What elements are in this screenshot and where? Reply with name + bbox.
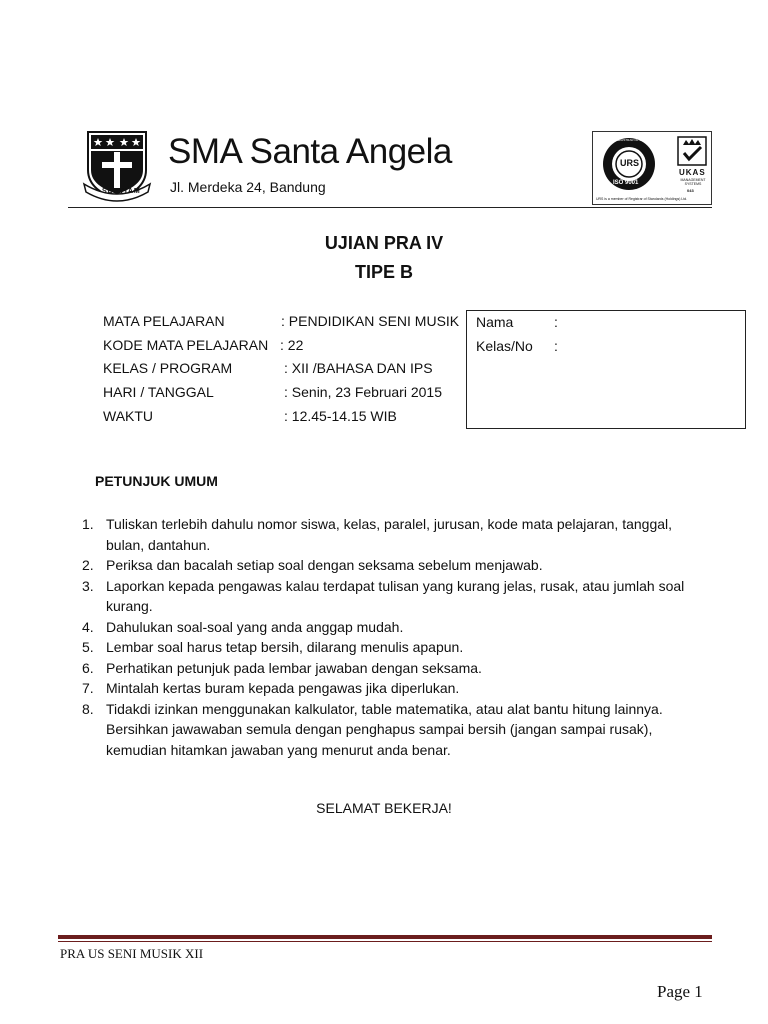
closing-message: SELAMAT BEKERJA! (316, 800, 452, 816)
school-name: SMA Santa Angela (168, 132, 452, 171)
list-item (82, 617, 702, 638)
info-value: : Senin, 23 Februari 2015 (284, 384, 442, 400)
instructions-list (82, 514, 702, 760)
list-number: 5. (82, 639, 94, 655)
list-item (82, 658, 702, 679)
list-item (82, 637, 702, 658)
seal-iso-text: ISO 9001 (613, 180, 639, 186)
list-number: 8. (82, 700, 94, 717)
ukas-sub: MANAGEMENT SYSTEMS (680, 178, 706, 186)
school-crest-logo (82, 130, 152, 204)
info-value: : PENDIDIKAN SENI MUSIK (281, 313, 460, 329)
list-number: 1. (82, 516, 94, 532)
ukas-number: 043 (687, 188, 694, 193)
list-number: 7. (82, 680, 94, 696)
info-label: MATA PELAJARAN (103, 313, 225, 329)
exam-type: TIPE B (354, 262, 413, 282)
list-item (82, 514, 702, 555)
exam-title: UJIAN PRA IV (324, 233, 444, 253)
student-identity-box[interactable] (466, 310, 746, 429)
list-item (82, 678, 702, 699)
list-number: 3. (82, 577, 94, 594)
list-text: Lembar soal harus tetap bersih, dilarang menulis apapun. (106, 639, 464, 655)
instructions-heading: PETUNJUK UMUM (95, 473, 218, 489)
info-label: KODE MATA PELAJARAN (103, 337, 269, 353)
name-label: Nama (476, 314, 514, 330)
list-text: Laporkan kepada pengawas kalau terdapat tulisan yang kurang jelas, rusak, atau jumlah soal kurang. (106, 577, 685, 614)
list-text: Tidakdi izinkan menggunakan kalkulator, table matematika, atau alat bantu hitung lainnya. Bersihkan jawawaban semula dengan penghapus sampai bersih (jangan sampai rusak), kemudian hitamkan jawaban yang menurut anda benar. (106, 700, 663, 758)
school-address: Jl. Merdeka 24, Bandung (170, 179, 326, 195)
list-text: Periksa dan bacalah setiap soal dengan seksama sebelum menjawab. (106, 557, 543, 573)
info-label: WAKTU (103, 408, 154, 424)
info-value: : 12.45-14.15 WIB (284, 408, 397, 424)
certification-logos (592, 131, 712, 205)
header-divider (68, 207, 712, 208)
page-number: Page 1 (657, 982, 703, 1001)
list-text: Tuliskan terlebih dahulu nomor siswa, kelas, paralel, jurusan, kode mata pelajaran, tanggal, bulan, dantahun. (106, 516, 673, 553)
list-item (82, 699, 702, 761)
class-no-label: Kelas/No (476, 338, 533, 354)
footer-divider-thin (58, 941, 712, 942)
info-label: HARI / TANGGAL (103, 384, 214, 400)
name-colon: : (554, 314, 558, 330)
info-value: : 22 (280, 337, 304, 353)
footer-divider (58, 935, 712, 939)
list-text: Mintalah kertas buram kepada pengawas jika diperlukan. (106, 680, 460, 696)
footer-text: PRA US SENI MUSIK XII (60, 946, 204, 961)
info-value: : XII /BAHASA DAN IPS (284, 360, 433, 376)
list-item (82, 555, 702, 576)
crest-motto: SERVIAM (102, 188, 141, 195)
ukas-label: UKAS (679, 168, 706, 177)
info-label: KELAS / PROGRAM (103, 360, 233, 376)
cert-footnote: URS is a member of Registrar of Standards (Holdings) Ltd. (596, 197, 688, 201)
list-number: 6. (82, 659, 94, 676)
urs-iso-seal-icon (601, 136, 657, 192)
list-text: Dahulukan soal-soal yang anda anggap mudah. (106, 618, 404, 635)
list-item (82, 576, 702, 617)
list-number: 2. (82, 557, 94, 573)
list-text: Perhatikan petunjuk pada lembar jawaban dengan seksama. (106, 659, 482, 676)
ukas-crown-tick-icon (677, 136, 707, 166)
seal-inner-text: URS (620, 158, 640, 168)
seal-ring-text: UNITED REGISTRAR OF SYSTEMS (604, 138, 654, 142)
list-number: 4. (82, 618, 94, 635)
class-no-colon: : (554, 338, 558, 354)
